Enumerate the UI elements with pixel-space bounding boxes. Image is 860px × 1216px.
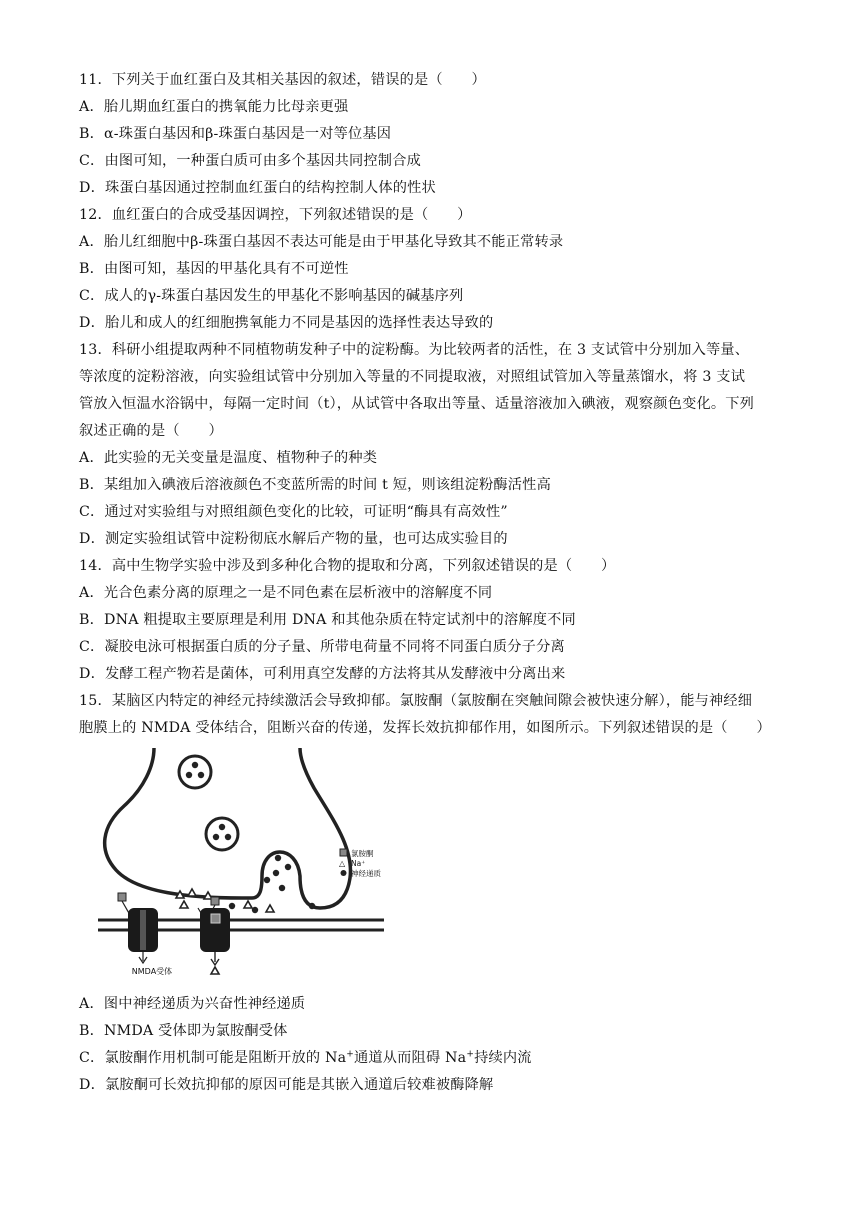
q15-stem-line-1: 15．某脑区内特定的神经元持续激活会导致抑郁。氯胺酮（氯胺酮在突触间隙会被快速分解），能与神经细 — [79, 693, 753, 709]
neurotransmitter — [264, 877, 270, 883]
q11-option-d: D．珠蛋白基因通过控制血红蛋白的结构控制人体的性状 — [79, 180, 436, 196]
nmda-receptor-icon — [200, 908, 230, 974]
q13-stem-line-2: 等浓度的淀粉溶液，向实验组试管中分别加入等量的不同提取液，对照组试管加入等量蒸馏水，将 3 支试 — [79, 369, 746, 385]
q11-option-c: C．由图可知，一种蛋白质可由多个基因共同控制合成 — [79, 153, 421, 169]
neurotransmitter — [309, 903, 315, 909]
q14-option-a: A．光合色素分离的原理之一是不同色素在层析液中的溶解度不同 — [79, 585, 493, 601]
q13-stem-line-3: 管放入恒温水浴锅中，每隔一定时间（t），从试管中各取出等量、适量溶液加入碘液，观察颜色变化。下列 — [79, 396, 755, 412]
ketamine — [211, 897, 219, 905]
q13-stem-line-1: 13．科研小组提取两种不同植物萌发种子中的淀粉酶。为比较两者的活性，在 3 支试管中分别加入等量、 — [79, 342, 750, 358]
q13-option-d: D．测定实验组试管中淀粉彻底水解后产物的量，也可达成实验目的 — [79, 531, 508, 547]
q11-stem: 11．下列关于血红蛋白及其相关基因的叙述，错误的是（ ） — [79, 72, 486, 88]
q14-option-c: C．凝胶电泳可根据蛋白质的分子量、所带电荷量不同将不同蛋白质分子分离 — [79, 639, 565, 655]
legend-na-symbol: △ — [339, 859, 346, 868]
nmda-receptor-icon — [128, 908, 158, 952]
q12-stem: 12．血红蛋白的合成受基因调控，下列叙述错误的是（ ） — [79, 207, 472, 223]
q12-option-d: D．胎儿和成人的红细胞携氧能力不同是基因的选择性表达导致的 — [79, 315, 494, 331]
q12-option-b: B．由图可知，基因的甲基化具有不可逆性 — [79, 261, 349, 277]
q14-option-d: D．发酵工程产物若是菌体，可利用真空发酵的方法将其从发酵液中分离出来 — [79, 666, 566, 682]
q15-option-c: C．氯胺酮作用机制可能是阻断开放的 Na+通道从而阻碍 Na+持续内流 — [79, 1049, 532, 1066]
neurotransmitter — [273, 870, 279, 876]
synaptic-vesicle — [206, 818, 238, 850]
q12-option-c: C．成人的γ-珠蛋白基因发生的甲基化不影响基因的碱基序列 — [79, 288, 464, 304]
sodium-ion — [266, 905, 274, 912]
q13-option-c: C．通过对实验组与对照组颜色变化的比较，可证明“酶具有高效性” — [79, 504, 508, 520]
legend-ketamine: 氯胺酮 — [351, 849, 374, 858]
neurotransmitter — [275, 855, 281, 861]
q11-option-b: B．α-珠蛋白基因和β-珠蛋白基因是一对等位基因 — [79, 126, 392, 142]
q15-option-a: A．图中神经递质为兴奋性神经递质 — [79, 996, 306, 1012]
q14-stem: 14．高中生物学实验中涉及到多种化合物的提取和分离，下列叙述错误的是（ ） — [79, 558, 616, 574]
sodium-ion — [188, 889, 196, 896]
neurotransmitter — [229, 903, 235, 909]
legend — [339, 848, 381, 878]
q13-option-b: B．某组加入碘液后溶液颜色不变蓝所需的时间 t 短，则该组淀粉酶活性高 — [79, 477, 551, 493]
sodium-ion — [176, 891, 184, 898]
sodium-ion — [211, 967, 219, 974]
receptor-label: NMDA受体 — [131, 967, 173, 976]
q13-stem-line-4: 叙述正确的是（ ） — [79, 423, 223, 439]
q15-option-d: D．氯胺酮可长效抗抑郁的原因可能是其嵌入通道后较难被酶降解 — [79, 1077, 494, 1093]
q11-option-a: A．胎儿期血红蛋白的携氧能力比母亲更强 — [79, 99, 349, 115]
q12-option-a: A．胎儿红细胞中β-珠蛋白基因不表达可能是由于甲基化导致其不能正常转录 — [79, 234, 564, 250]
legend-transmitter: 神经递质 — [351, 869, 381, 878]
q14-option-b: B．DNA 粗提取主要原理是利用 DNA 和其他杂质在特定试剂中的溶解度不同 — [79, 612, 576, 628]
neurotransmitter — [285, 864, 291, 870]
legend-na: Na⁺ — [351, 859, 366, 868]
q13-option-a: A．此实验的无关变量是温度、植物种子的种类 — [79, 450, 378, 466]
synapse-diagram — [92, 748, 392, 980]
synaptic-vesicle — [179, 756, 211, 788]
sodium-ion — [180, 901, 188, 908]
neurotransmitter — [279, 885, 285, 891]
ketamine — [118, 893, 126, 901]
q15-stem-line-2: 胞膜上的 NMDA 受体结合，阻断兴奋的传递，发挥长效抗抑郁作用，如图所示。下列叙述错误的是（ ） — [79, 720, 771, 736]
q15-option-b: B．NMDA 受体即为氯胺酮受体 — [79, 1023, 288, 1039]
sodium-ion — [244, 901, 252, 908]
